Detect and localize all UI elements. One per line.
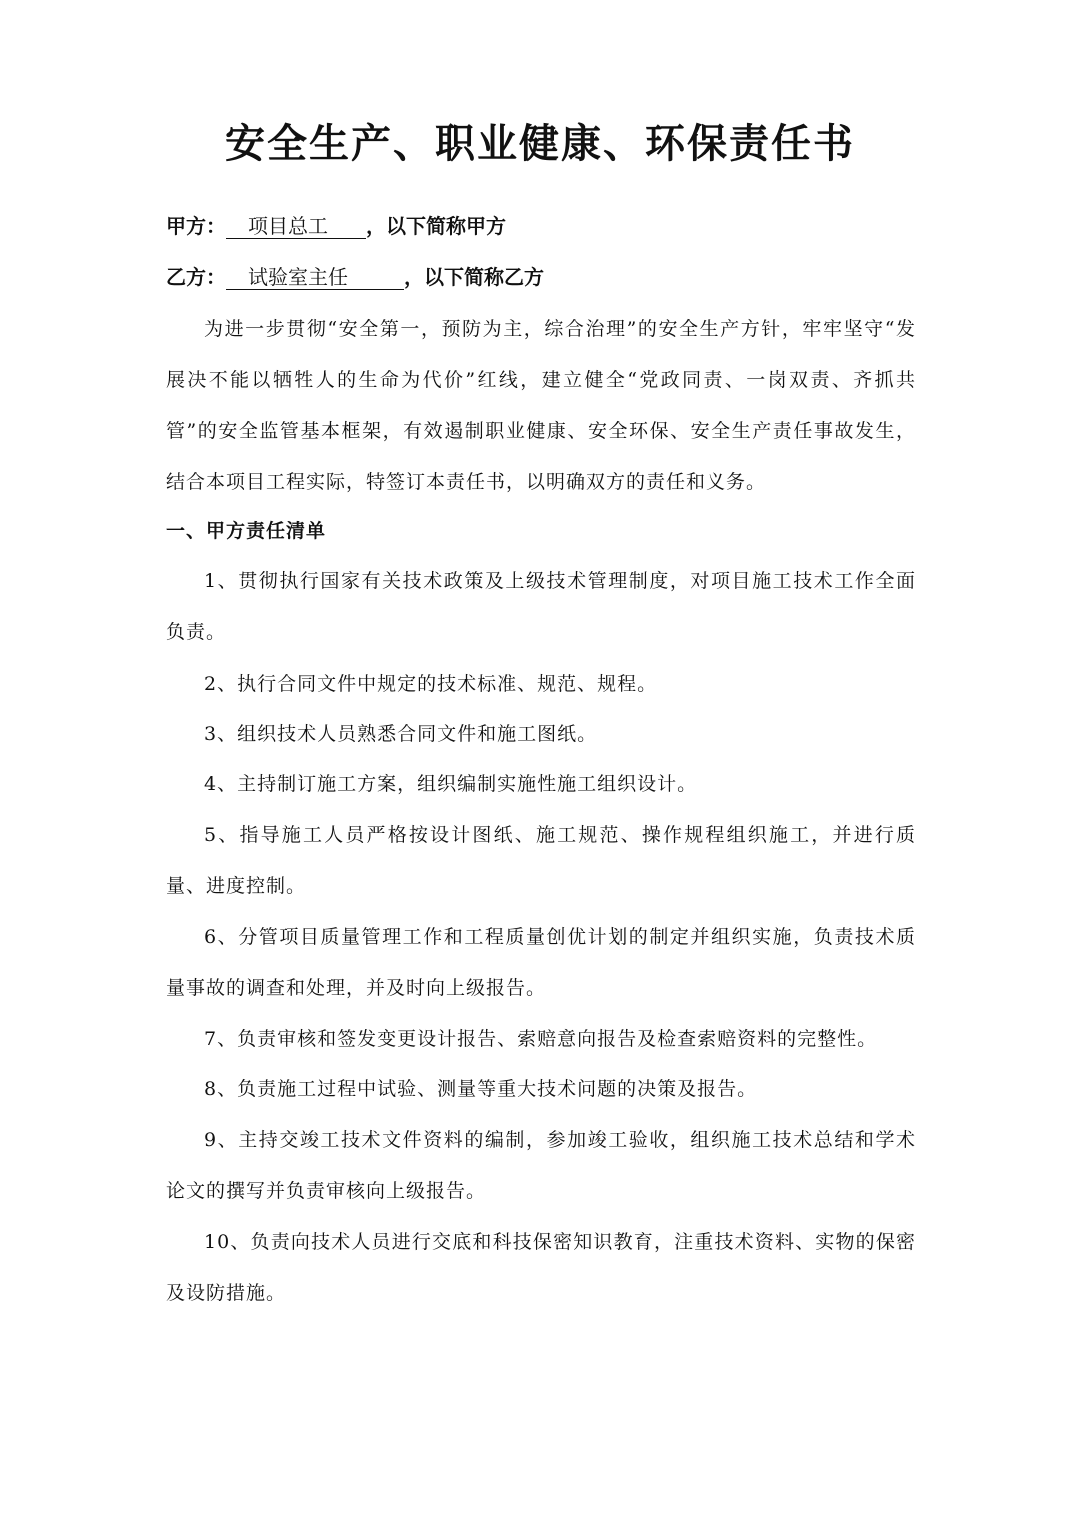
party-a-line — [166, 212, 506, 240]
list-item: 6、分管项目质量管理工作和工程质量创优计划的制定并组织实施，负责技术质量事故的调查和处理，并及时向上级报告。 — [166, 926, 916, 999]
list-item: 10、负责向技术人员进行交底和科技保密知识教育，注重技术资料、实物的保密及设防措施。 — [166, 1231, 916, 1304]
list-item: 7、负责审核和签发变更设计报告、索赔意向报告及检查索赔资料的完整性。 — [204, 1028, 878, 1050]
list-item: 2、执行合同文件中规定的技术标准、规范、规程。 — [204, 673, 658, 695]
party-a-value: 项目总工 — [226, 214, 366, 239]
party-a-label: 甲方： — [166, 214, 226, 238]
party-b-value: 试验室主任 — [226, 265, 404, 290]
list-item: 4、主持制订施工方案，组织编制实施性施工组织设计。 — [204, 773, 698, 795]
intro-paragraph: 为进一步贯彻“安全第一，预防为主，综合治理”的安全生产方针，牢牢坚守“发展决不能以牺牲人的生命为代价”红线，建立健全“党政同责、一岗双责、齐抓共管”的安全监管基本框架，有效遏制职业健康、安全环保、安全生产责任事故发生，结合本项目工程实际，特签订本责任书，以明确双方的责任和义务。 — [166, 318, 916, 493]
list-item: 3、组织技术人员熟悉合同文件和施工图纸。 — [204, 723, 598, 745]
party-a-suffix: ，以下简称甲方 — [366, 214, 506, 238]
party-b-label: 乙方： — [166, 265, 226, 289]
list-item: 1、贯彻执行国家有关技术政策及上级技术管理制度，对项目施工技术工作全面负责。 — [166, 570, 916, 643]
party-b-line — [166, 263, 544, 291]
section-heading: 一、甲方责任清单 — [166, 520, 327, 542]
list-item: 9、主持交竣工技术文件资料的编制，参加竣工验收，组织施工技术总结和学术论文的撰写并负责审核向上级报告。 — [166, 1129, 916, 1202]
document-title: 安全生产、职业健康、环保责任书 — [225, 121, 855, 167]
list-item: 8、负责施工过程中试验、测量等重大技术问题的决策及报告。 — [204, 1078, 758, 1100]
party-b-suffix: ，以下简称乙方 — [404, 265, 544, 289]
list-item: 5、指导施工人员严格按设计图纸、施工规范、操作规程组织施工，并进行质量、进度控制。 — [166, 824, 916, 897]
